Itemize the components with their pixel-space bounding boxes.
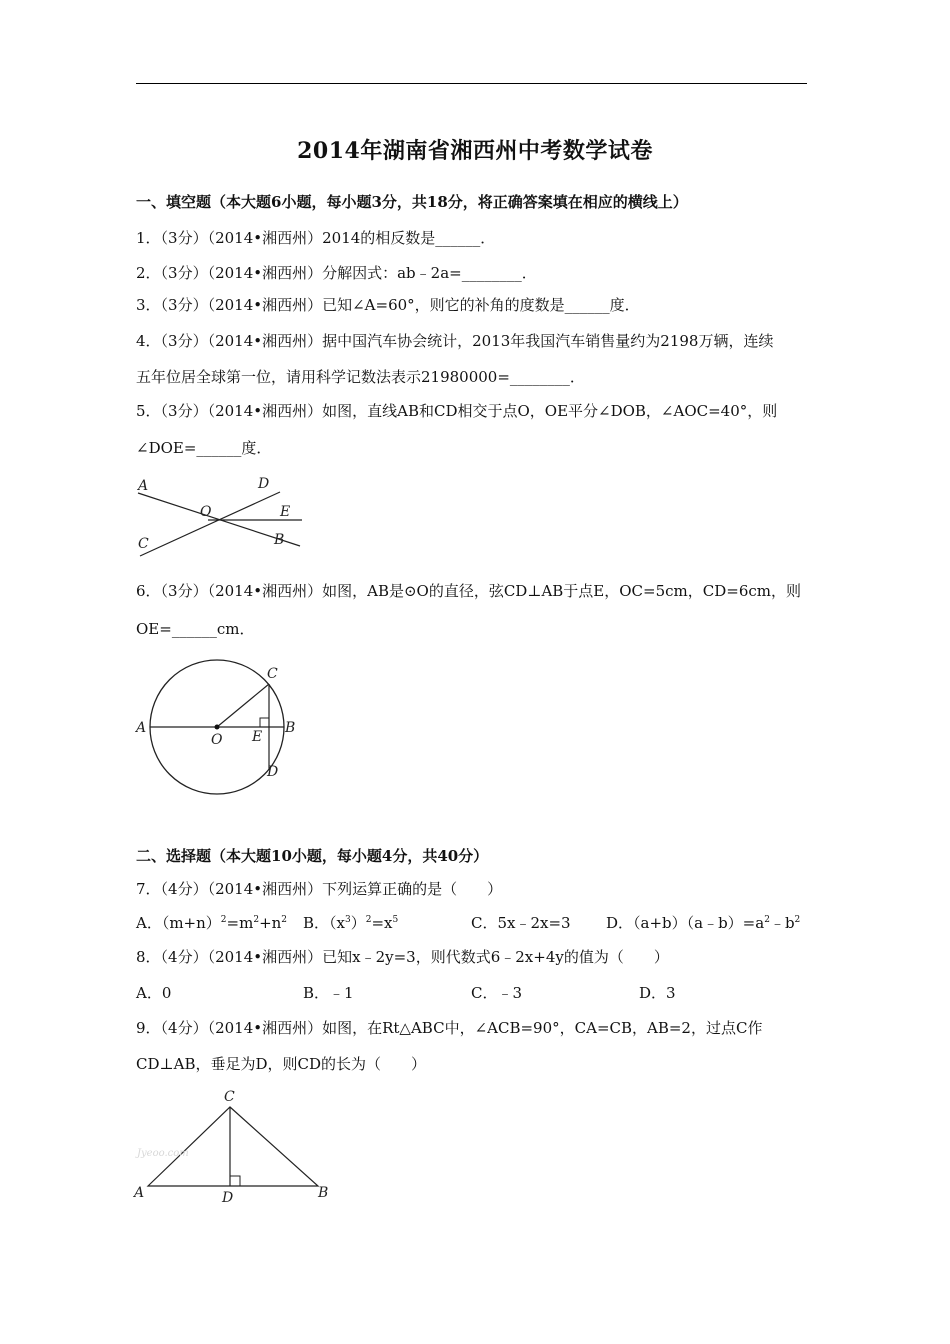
section-1-heading: 一、填空题（本大题6小题，每小题3分，共18分，将正确答案填在相应的横线上） (136, 193, 688, 211)
label-e: E (252, 729, 263, 745)
q8-option-c[interactable]: C．﹣3 (471, 984, 523, 1002)
label-a: A (134, 1185, 145, 1201)
label-d: D (267, 764, 279, 780)
label-d: D (258, 476, 270, 492)
right-angle-mark (230, 1176, 240, 1186)
label-b: B (274, 532, 285, 548)
question-9-line-2: CD⊥AB，垂足为D，则CD的长为（ ） (136, 1055, 426, 1073)
line-cd (140, 492, 280, 556)
label-a: A (138, 478, 149, 494)
question-1: 1．（3分）（2014•湘西州）2014的相反数是______． (136, 229, 496, 247)
question-5-line-2: ∠DOE=______度． (136, 439, 272, 457)
question-3: 3．（3分）（2014•湘西州）已知∠A=60°，则它的补角的度数是______度． (136, 296, 640, 314)
watermark: Jyeoo.com (137, 1148, 189, 1159)
page-title: 2014年湖南省湘西州中考数学试卷 (297, 138, 653, 164)
q7-option-c[interactable]: C．5x﹣2x=3 (471, 914, 571, 932)
question-6-line-2: OE=______cm． (136, 620, 255, 638)
q6-figure (130, 648, 310, 798)
header-rule (136, 83, 807, 84)
question-7: 7．（4分）（2014•湘西州）下列运算正确的是（ ） (136, 880, 503, 898)
label-b: B (318, 1185, 329, 1201)
label-o: O (211, 732, 223, 748)
triangle-abc (148, 1107, 318, 1186)
question-9-line-1: 9．（4分）（2014•湘西州）如图，在Rt△ABC中，∠ACB=90°，CA=CB，AB=2，过点C作 (136, 1019, 763, 1037)
label-c: C (138, 536, 149, 552)
question-2: 2．（3分）（2014•湘西州）分解因式：ab﹣2a=________． (136, 264, 537, 282)
q8-option-d[interactable]: D．3 (639, 984, 676, 1002)
question-5-line-1: 5．（3分）（2014•湘西州）如图，直线AB和CD相交于点O，OE平分∠DOB，∠AOC=40°，则 (136, 402, 778, 420)
right-angle-mark (260, 718, 269, 727)
center-point (215, 725, 220, 730)
q7-option-d[interactable]: D．$(a+b)(a﹣b)=a^2﹣b^2$ (606, 914, 801, 932)
q8-option-b[interactable]: B．﹣1 (303, 984, 354, 1002)
section-2-heading: 二、选择题（本大题10小题，每小题4分，共40分） (136, 847, 489, 865)
label-c: C (224, 1089, 235, 1105)
label-c: C (267, 666, 278, 682)
q5-figure (130, 468, 310, 563)
label-a: A (136, 720, 147, 736)
question-4-line-2: 五年位居全球第一位，请用科学记数法表示21980000=________． (136, 368, 585, 386)
label-b: B (285, 720, 296, 736)
label-d: D (222, 1190, 234, 1206)
question-4-line-1: 4．（3分）（2014•湘西州）据中国汽车协会统计，2013年我国汽车销售量约为2198万辆，连续 (136, 332, 774, 350)
segment-oc (217, 684, 269, 727)
question-6-line-1: 6．（3分）（2014•湘西州）如图，AB是⊙O的直径，弦CD⊥AB于点E，OC=5cm，CD=6cm，则 (136, 582, 801, 600)
q8-option-a[interactable]: A．0 (136, 984, 172, 1002)
label-e: E (280, 504, 291, 520)
q7-option-b[interactable]: B．$(x^3)^2=x^5$ (303, 914, 399, 932)
question-8: 8．（4分）（2014•湘西州）已知x﹣2y=3，则代数式6﹣2x+4y的值为（ ） (136, 948, 669, 966)
label-o: O (200, 504, 212, 520)
q7-option-a[interactable]: A．$(m+n)^2=m^2+n^2$ (136, 914, 288, 932)
